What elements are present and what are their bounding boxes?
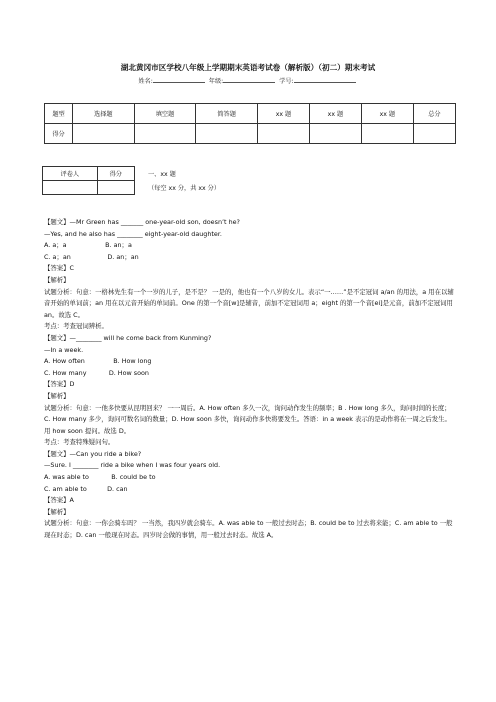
question-options: C. a；an D. an；an: [44, 252, 139, 261]
score-cell[interactable]: [413, 124, 455, 144]
score-cell[interactable]: [361, 124, 413, 144]
question-options: C. am able to D. can: [44, 484, 128, 493]
analysis-text: 试题分析：句意：一他多快要从昆明回来？ 一一周后。A. How often 多久一次，询问动作发生的频率；B . How long 多久，询问时间的长度；C. How many 多少，询问可数名词的数量；D. How soon 多快，询问动作多快将要发生。答语：in a week 表示的是动作将在一周之后发生。用 how soon 提问。故选 D。: [44, 403, 451, 435]
question-stem: 【题文】—Can you ride a bike?: [44, 449, 142, 458]
grader-cell[interactable]: [43, 181, 98, 195]
score-cell[interactable]: [309, 124, 361, 144]
analysis-text: 试题分析：句意：一你会骑车吗？ 一当然，我四岁就会骑车。A. was able to 一般过去时态；B. could be to 过去将来能；C. am able to 一般现在时态；D. can 一般现在时态。四岁时会做的事情，用一般过去时态。故选 A。: [44, 519, 453, 540]
question-answer: 【答案】D: [44, 380, 75, 389]
question-content: [44, 217, 454, 542]
question-options: A. was able to B. could be to: [44, 473, 156, 482]
grader-table: [42, 166, 135, 195]
question-answer: 【答案】C: [44, 264, 75, 273]
grade-blank: [223, 76, 275, 83]
knowledge-point: 考点：考查冠词辨析。: [44, 322, 108, 331]
analysis-label: 【解析】: [44, 391, 70, 400]
question-stem-reply: —Yes, and he also has ________ eight-year-old daughter.: [44, 229, 222, 238]
score-cell[interactable]: [134, 124, 196, 144]
analysis-label: 【解析】: [44, 507, 70, 516]
section-heading: [148, 168, 220, 196]
analysis-label: 【解析】: [44, 275, 70, 284]
grader-score-cell[interactable]: [97, 181, 134, 195]
score-table-header: 总分: [413, 104, 455, 124]
grade-label: 年级:: [208, 78, 224, 85]
number-label: 学号:: [279, 78, 294, 85]
grader-score-label: 得分: [97, 167, 134, 181]
score-table-header-row: [45, 104, 456, 124]
student-info-line: [0, 76, 496, 85]
number-blank: [294, 76, 356, 83]
score-cell[interactable]: [257, 124, 309, 144]
score-table-header: 题型: [45, 104, 73, 124]
question-stem-reply: —Sure. I ________ ride a bike when I was four years old.: [44, 461, 221, 470]
question-answer: 【答案】A: [44, 496, 74, 505]
grader-label: 评卷人: [43, 167, 98, 181]
score-table-header: xx 题: [309, 104, 361, 124]
name-label: 姓名:: [138, 78, 153, 85]
score-cell[interactable]: [196, 124, 258, 144]
question-options: A. a；a B. an；a: [44, 241, 132, 250]
score-table: [44, 103, 456, 144]
score-table-header: 简答题: [196, 104, 258, 124]
knowledge-point: 考点：考查特殊疑问句。: [44, 438, 115, 447]
document-title: 湖北黄冈市区学校八年级上学期期末英语考试卷（解析版）（初二）期末考试: [120, 63, 376, 72]
score-table-header: xx 题: [361, 104, 413, 124]
score-row-label: 得分: [45, 124, 73, 144]
score-table-header: 选择题: [73, 104, 135, 124]
question-stem: 【题文】—Mr Green has _______ one-year-old son, doesn’t he?: [44, 218, 240, 226]
name-blank: [153, 76, 205, 83]
section-subtitle: （每空 xx 分，共 xx 分）: [148, 185, 221, 192]
analysis-text: 试题分析：句意：一格林先生有一个一岁的儿子，是不是？ 一是的，他也有一个八岁的女儿。表示“一……”是不定冠词 a/an 的用法，a 用在以辅音开始的单词前；an 用在以元音开始的单词前。One 的第一个音[w]是辅音，前加不定冠词用 a；eight 的第一个音[ei]是元音，前加不定冠词用 an。故选 C。: [44, 287, 454, 319]
question-options: A. How often B. How long: [44, 357, 152, 366]
score-table-header: 填空题: [134, 104, 196, 124]
score-table-header: xx 题: [257, 104, 309, 124]
question-stem: 【题文】—________ will he come back from Kunming?: [44, 333, 212, 342]
section-title: 一、xx 题: [148, 171, 176, 178]
score-cell[interactable]: [73, 124, 135, 144]
score-table-score-row: [45, 124, 456, 144]
question-stem-reply: —In a week.: [44, 345, 84, 354]
question-options: C. How many D. How soon: [44, 368, 149, 377]
